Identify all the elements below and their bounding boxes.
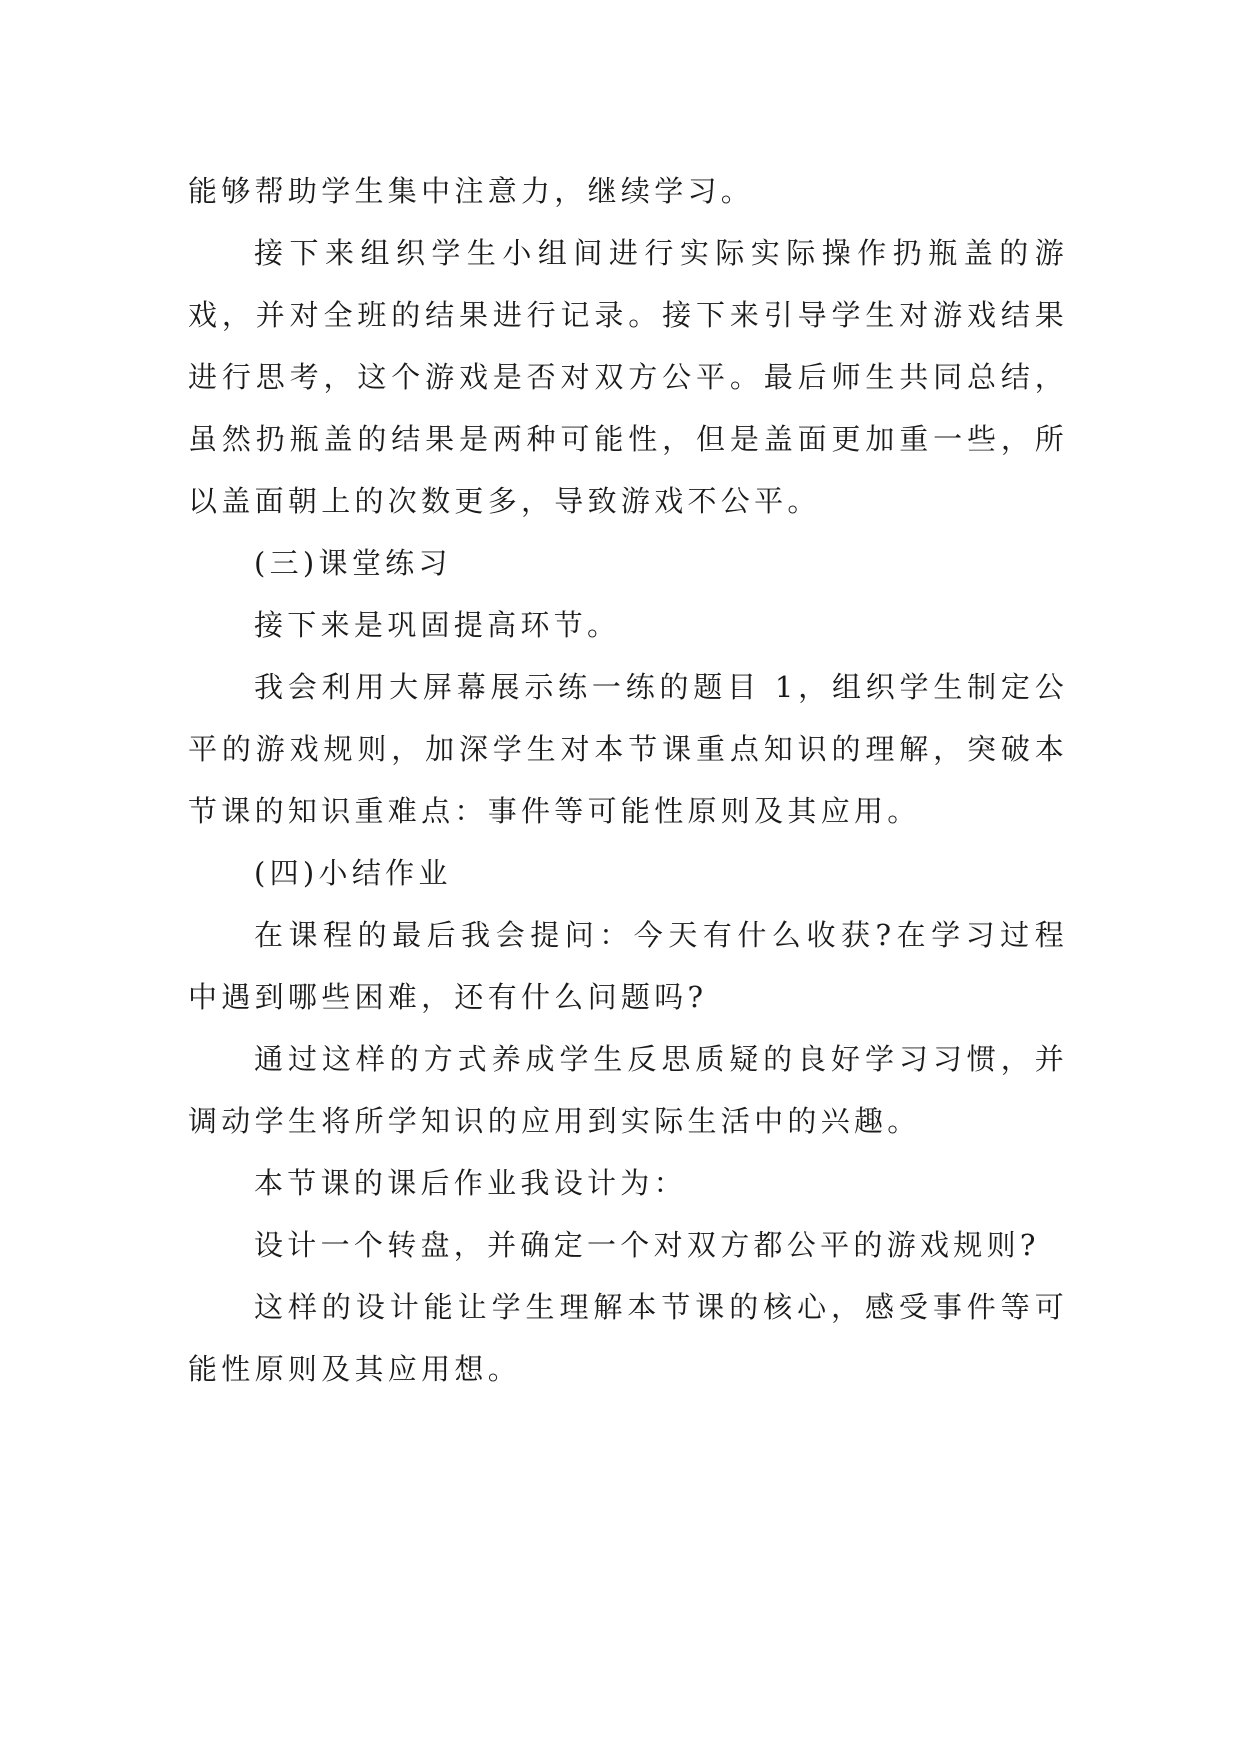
document-body: [188, 160, 1068, 1400]
paragraph-consolidation: 接下来是巩固提高环节。: [254, 608, 621, 642]
paragraph-design-purpose: 这样的设计能让学生理解本节课的核心，感受事件等可能性原则及其应用想。: [188, 1290, 1068, 1386]
paragraph-homework-task: 设计一个转盘，并确定一个对双方都公平的游戏规则?: [254, 1228, 1040, 1262]
paragraph-continuation: 能够帮助学生集中注意力，继续学习。: [188, 174, 755, 208]
paragraph-game-activity: 接下来组织学生小组间进行实际实际操作扔瓶盖的游戏，并对全班的结果进行记录。接下来引导学生对游戏结果进行思考，这个游戏是否对双方公平。最后师生共同总结，虽然扔瓶盖的结果是两种可能性，但是盖面更加重一些，所以盖面朝上的次数更多，导致游戏不公平。: [188, 236, 1068, 518]
section-heading-practice: (三)课堂练习: [254, 546, 452, 580]
paragraph-exercise: 我会利用大屏幕展示练一练的题目 1，组织学生制定公平的游戏规则，加深学生对本节课重点知识的理解，突破本节课的知识重难点：事件等可能性原则及其应用。: [188, 670, 1068, 828]
paragraph-questions: 在课程的最后我会提问：今天有什么收获?在学习过程中遇到哪些困难，还有什么问题吗?: [188, 918, 1068, 1014]
paragraph-homework-intro: 本节课的课后作业我设计为：: [254, 1166, 687, 1200]
section-heading-summary: (四)小结作业: [254, 856, 452, 890]
paragraph-reflection: 通过这样的方式养成学生反思质疑的良好学习习惯，并调动学生将所学知识的应用到实际生活中的兴趣。: [188, 1042, 1068, 1138]
